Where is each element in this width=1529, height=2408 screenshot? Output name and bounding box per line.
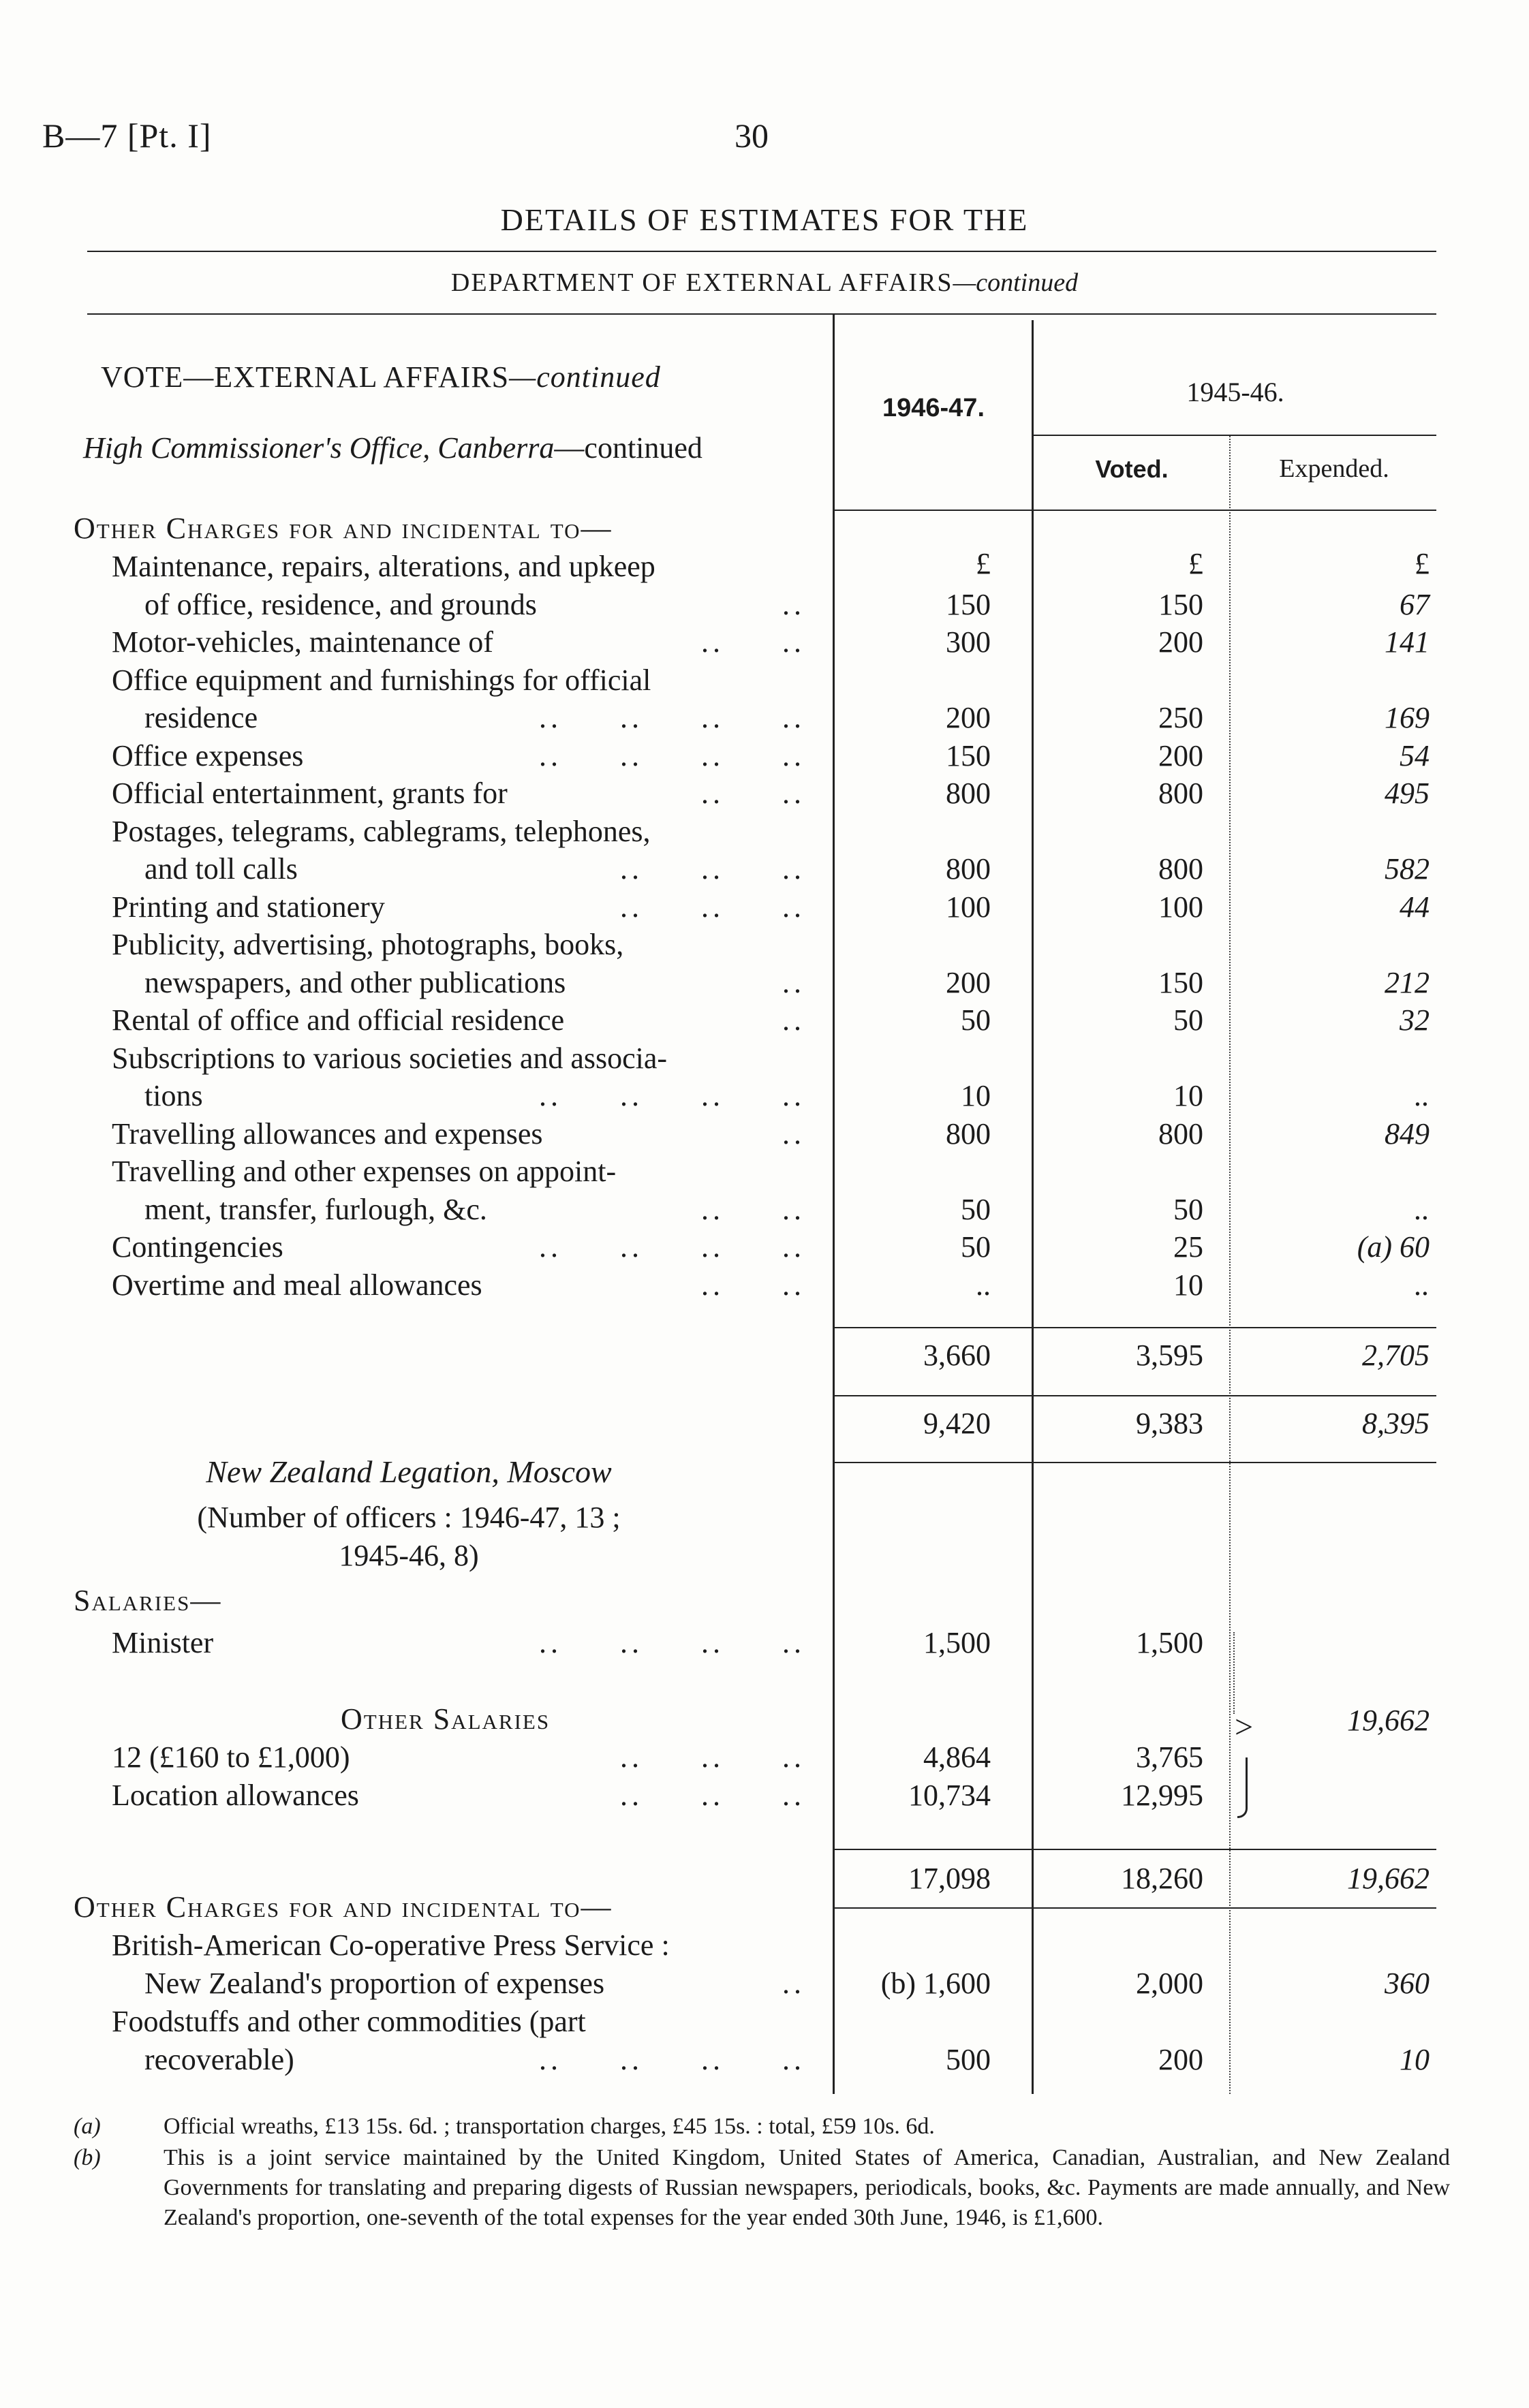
row-label: Minister — [112, 1626, 214, 1659]
value-expended: 849 — [1385, 1116, 1430, 1151]
value-expended: 10 — [1400, 2043, 1430, 2076]
value-expended: .. — [1415, 1268, 1430, 1302]
table-row-continued — [0, 1191, 1529, 1229]
leader-dots: .. .. — [701, 777, 805, 810]
row-label: Travelling allowances and expenses — [112, 1116, 543, 1151]
moscow-heading: New Zealand Legation, Moscow — [206, 1454, 612, 1489]
value-voted: 2,000 — [1136, 1967, 1203, 2000]
department-title: DEPARTMENT OF EXTERNAL AFFAIRS—continued — [450, 268, 1079, 297]
value-1946-47: 300 — [946, 625, 991, 659]
value-1946-47: 100 — [946, 890, 991, 924]
value-voted: 800 — [1158, 777, 1203, 810]
row-label-continued: newspapers, and other publications — [144, 965, 566, 999]
value-expended: 212 — [1385, 965, 1430, 999]
column-header-1945-46: 1945-46. — [1186, 377, 1284, 407]
value-1946-47: 50 — [961, 1192, 991, 1226]
foodstuffs-cont-row — [0, 2041, 1529, 2079]
total-rule — [833, 1395, 1436, 1396]
bracket-point: > — [1235, 1709, 1254, 1745]
location-allowances-row — [0, 1777, 1529, 1815]
table-row — [0, 661, 1529, 700]
subtotal-voted: 18,260 — [1121, 1862, 1203, 1895]
table-row — [0, 813, 1529, 851]
value-1946-47: (b) 1,600 — [880, 1967, 991, 2000]
table-row-continued — [0, 699, 1529, 737]
value-1946-47: 800 — [946, 777, 991, 810]
row-label: Printing and stationery — [112, 890, 385, 924]
bracketed-expended-total: 19,662 — [1347, 1704, 1430, 1737]
leader-dots: .. .. .. — [620, 1740, 805, 1774]
subtotal-row — [0, 1336, 1529, 1375]
value-1946-47: 150 — [946, 587, 991, 621]
subtotal-expended: 2,705 — [1362, 1339, 1430, 1372]
value-expended: (a) 60 — [1357, 1230, 1430, 1264]
value-1946-47: 800 — [946, 852, 991, 886]
salaries-heading-row — [0, 1582, 1529, 1620]
leader-dots: .. — [782, 965, 805, 999]
column-header-voted: Voted. — [1095, 455, 1169, 483]
table-row-continued — [0, 1077, 1529, 1115]
currency-symbol: £ — [1415, 547, 1430, 580]
value-expended: .. — [1415, 1192, 1430, 1226]
value-voted: 25 — [1173, 1230, 1203, 1264]
table-row — [0, 548, 1529, 586]
value-expended: .. — [1415, 1079, 1430, 1112]
subtotal-voted: 3,595 — [1136, 1339, 1203, 1372]
table-row-continued — [0, 964, 1529, 1002]
value-expended: 54 — [1400, 738, 1430, 772]
value-1946-47: 800 — [946, 1116, 991, 1151]
row-label: Official entertainment, grants for — [112, 777, 508, 810]
row-label: Subscriptions to various societies and associa- — [112, 1041, 668, 1075]
table-row — [0, 1266, 1529, 1304]
value-1946-47: 10 — [961, 1079, 991, 1112]
header-rule — [87, 313, 1436, 315]
value-voted: 150 — [1158, 587, 1203, 621]
value-1946-47: 150 — [946, 738, 991, 772]
value-expended: 582 — [1385, 852, 1430, 886]
subtotal-1946-47: 17,098 — [908, 1862, 991, 1895]
value-expended: 44 — [1400, 890, 1430, 924]
column-header-expended: Expended. — [1279, 454, 1389, 483]
leader-dots: .. .. — [701, 1268, 805, 1302]
other-salaries-row — [0, 1738, 1529, 1777]
row-label: Overtime and meal allowances — [112, 1268, 482, 1302]
title-rule — [87, 251, 1436, 252]
leader-dots: .. .. .. .. — [539, 2043, 805, 2076]
table-row — [0, 888, 1529, 926]
row-label: Publicity, advertising, photographs, books, — [112, 928, 624, 961]
value-1946-47: 50 — [961, 1230, 991, 1264]
value-voted: 800 — [1158, 1116, 1203, 1151]
value-voted: 150 — [1158, 965, 1203, 999]
other-charges-heading: Other Charges for and incidental to— — [74, 1890, 613, 1924]
press-service-cont-row — [0, 1965, 1529, 2003]
office-title: High Commissioner's Office, Canberra—continued — [83, 431, 702, 465]
page-number: 30 — [735, 116, 769, 155]
footnote-text: This is a joint service maintained by the United Kingdom, United States of America, Canadian, Australian, and New Zealand Governments for translating and preparing digests of Russian newspapers, periodicals, books, &c. Payments are made annually, and New Zealand's proportion, one-seventh of the total expenses for the year ended 30th June, 1946, is £1,600. — [164, 2145, 1450, 2230]
leader-dots: .. — [782, 1967, 805, 2000]
row-label: Motor-vehicles, maintenance of — [112, 625, 493, 659]
page-title: DETAILS OF ESTIMATES FOR THE — [500, 202, 1029, 237]
table-row-continued — [0, 850, 1529, 888]
officers-count-line-2: 1945-46, 8) — [339, 1539, 479, 1572]
row-label: 12 (£160 to £1,000) — [112, 1740, 350, 1774]
currency-symbol: £ — [976, 547, 991, 580]
leader-dots: .. .. .. .. — [539, 701, 805, 734]
table-row — [0, 1039, 1529, 1078]
table-row — [0, 1228, 1529, 1266]
table-row — [0, 775, 1529, 813]
row-label: British-American Co-operative Press Service : — [112, 1928, 670, 1962]
row-label-continued: tions — [144, 1079, 203, 1112]
footnote-b — [74, 2143, 1450, 2233]
salaries-heading: Salaries— — [74, 1584, 222, 1617]
page-reference: B—7 [Pt. I] — [42, 116, 212, 155]
value-expended: 32 — [1400, 1003, 1430, 1037]
leader-dots: .. .. — [701, 625, 805, 659]
row-label: Office equipment and furnishings for official — [112, 663, 651, 697]
value-voted: 250 — [1158, 701, 1203, 734]
press-service-row — [0, 1926, 1529, 1965]
row-label: Foodstuffs and other commodities (part — [112, 2005, 586, 2038]
value-voted: 200 — [1158, 625, 1203, 659]
leader-dots: .. .. .. .. — [539, 1230, 805, 1264]
value-expended: 495 — [1385, 777, 1430, 810]
value-voted: 200 — [1158, 2043, 1203, 2076]
subtotal-1946-47: 3,660 — [923, 1339, 991, 1372]
table-row — [0, 623, 1529, 661]
currency-symbol: £ — [1188, 547, 1203, 580]
table-row — [0, 926, 1529, 964]
leader-dots: .. — [782, 1003, 805, 1037]
value-1946-47: 500 — [946, 2043, 991, 2076]
value-voted: 12,995 — [1121, 1779, 1203, 1812]
leader-dots: .. .. .. .. — [539, 1079, 805, 1112]
leader-dots: .. .. .. — [620, 890, 805, 924]
leader-dots: .. .. .. — [620, 1779, 805, 1812]
value-voted: 3,765 — [1136, 1740, 1203, 1774]
leader-dots: .. — [782, 587, 805, 621]
bracket-lower — [1237, 1757, 1248, 1818]
value-expended: 141 — [1385, 625, 1430, 659]
table-row — [0, 1001, 1529, 1039]
row-label-continued: of office, residence, and grounds — [144, 587, 537, 621]
table-row — [0, 1115, 1529, 1153]
row-label: Contingencies — [112, 1230, 283, 1264]
subtotal-expended: 19,662 — [1347, 1862, 1430, 1895]
row-label-continued: ment, transfer, furlough, &c. — [144, 1192, 487, 1226]
value-1946-47: .. — [976, 1268, 991, 1302]
table-row — [0, 1153, 1529, 1191]
leader-dots: .. .. .. .. — [539, 1626, 805, 1659]
value-expended: 360 — [1385, 1967, 1430, 2000]
total-1946-47: 9,420 — [923, 1407, 991, 1440]
row-label: Postages, telegrams, cablegrams, telephones, — [112, 814, 651, 848]
value-1946-47: 1,500 — [923, 1626, 991, 1659]
value-expended: 169 — [1385, 701, 1430, 734]
value-voted: 200 — [1158, 738, 1203, 772]
footnote-text: Official wreaths, £13 15s. 6d. ; transportation charges, £45 15s. : total, £59 10s. 6d. — [164, 2114, 935, 2139]
total-row — [0, 1405, 1529, 1443]
row-label-continued: residence — [144, 701, 258, 734]
row-label-continued: New Zealand's proportion of expenses — [144, 1967, 605, 2000]
value-voted: 100 — [1158, 890, 1203, 924]
leader-dots: .. — [782, 1116, 805, 1151]
row-label: Office expenses — [112, 738, 304, 772]
value-1946-47: 200 — [946, 701, 991, 734]
bracket-total-row — [0, 1702, 1529, 1740]
row-label-continued: and toll calls — [144, 852, 298, 886]
total-expended: 8,395 — [1362, 1407, 1430, 1440]
leader-dots: .. .. — [701, 1192, 805, 1226]
moscow-subtotal-rule — [833, 1849, 1436, 1850]
table-row — [0, 737, 1529, 775]
section-heading — [0, 510, 1529, 548]
footnote-a — [74, 2112, 1450, 2142]
value-voted: 50 — [1173, 1003, 1203, 1037]
column-header-1946-47: 1946-47. — [882, 394, 985, 422]
subtotal-rule — [833, 1327, 1436, 1328]
other-charges-heading: Other Charges for and incidental to— — [74, 512, 613, 545]
other-salaries-heading: Other Salaries — [341, 1702, 551, 1736]
value-voted: 1,500 — [1136, 1626, 1203, 1659]
officers-count-line-1: (Number of officers : 1946-47, 13 ; — [197, 1501, 621, 1534]
value-1946-47: 200 — [946, 965, 991, 999]
leader-dots: .. .. .. .. — [539, 738, 805, 772]
value-expended: 67 — [1400, 587, 1430, 621]
vote-title: VOTE—EXTERNAL AFFAIRS—continued — [101, 360, 661, 394]
row-label-continued: recoverable) — [144, 2043, 294, 2076]
row-label: Maintenance, repairs, alterations, and upkeep — [112, 550, 655, 583]
row-label: Location allowances — [112, 1779, 359, 1812]
value-1946-47: 4,864 — [923, 1740, 991, 1774]
foodstuffs-row — [0, 2003, 1529, 2041]
moscow-other-heading-row — [0, 1888, 1529, 1926]
total-bottom-rule — [833, 1462, 1436, 1463]
footnote-mark: (b) — [74, 2145, 101, 2170]
leader-dots: .. .. .. — [620, 852, 805, 886]
value-voted: 800 — [1158, 852, 1203, 886]
table-row-continued — [0, 586, 1529, 624]
value-voted: 10 — [1173, 1268, 1203, 1302]
value-voted: 10 — [1173, 1079, 1203, 1112]
row-label: Travelling and other expenses on appoint- — [112, 1155, 617, 1188]
value-voted: 50 — [1173, 1192, 1203, 1226]
minister-row — [0, 1624, 1529, 1662]
total-voted: 9,383 — [1136, 1407, 1203, 1440]
value-1946-47: 50 — [961, 1003, 991, 1037]
value-1946-47: 10,734 — [908, 1779, 991, 1812]
footnote-mark: (a) — [74, 2114, 101, 2139]
row-label: Rental of office and official residence — [112, 1003, 565, 1037]
year-header-rule — [1032, 435, 1436, 436]
